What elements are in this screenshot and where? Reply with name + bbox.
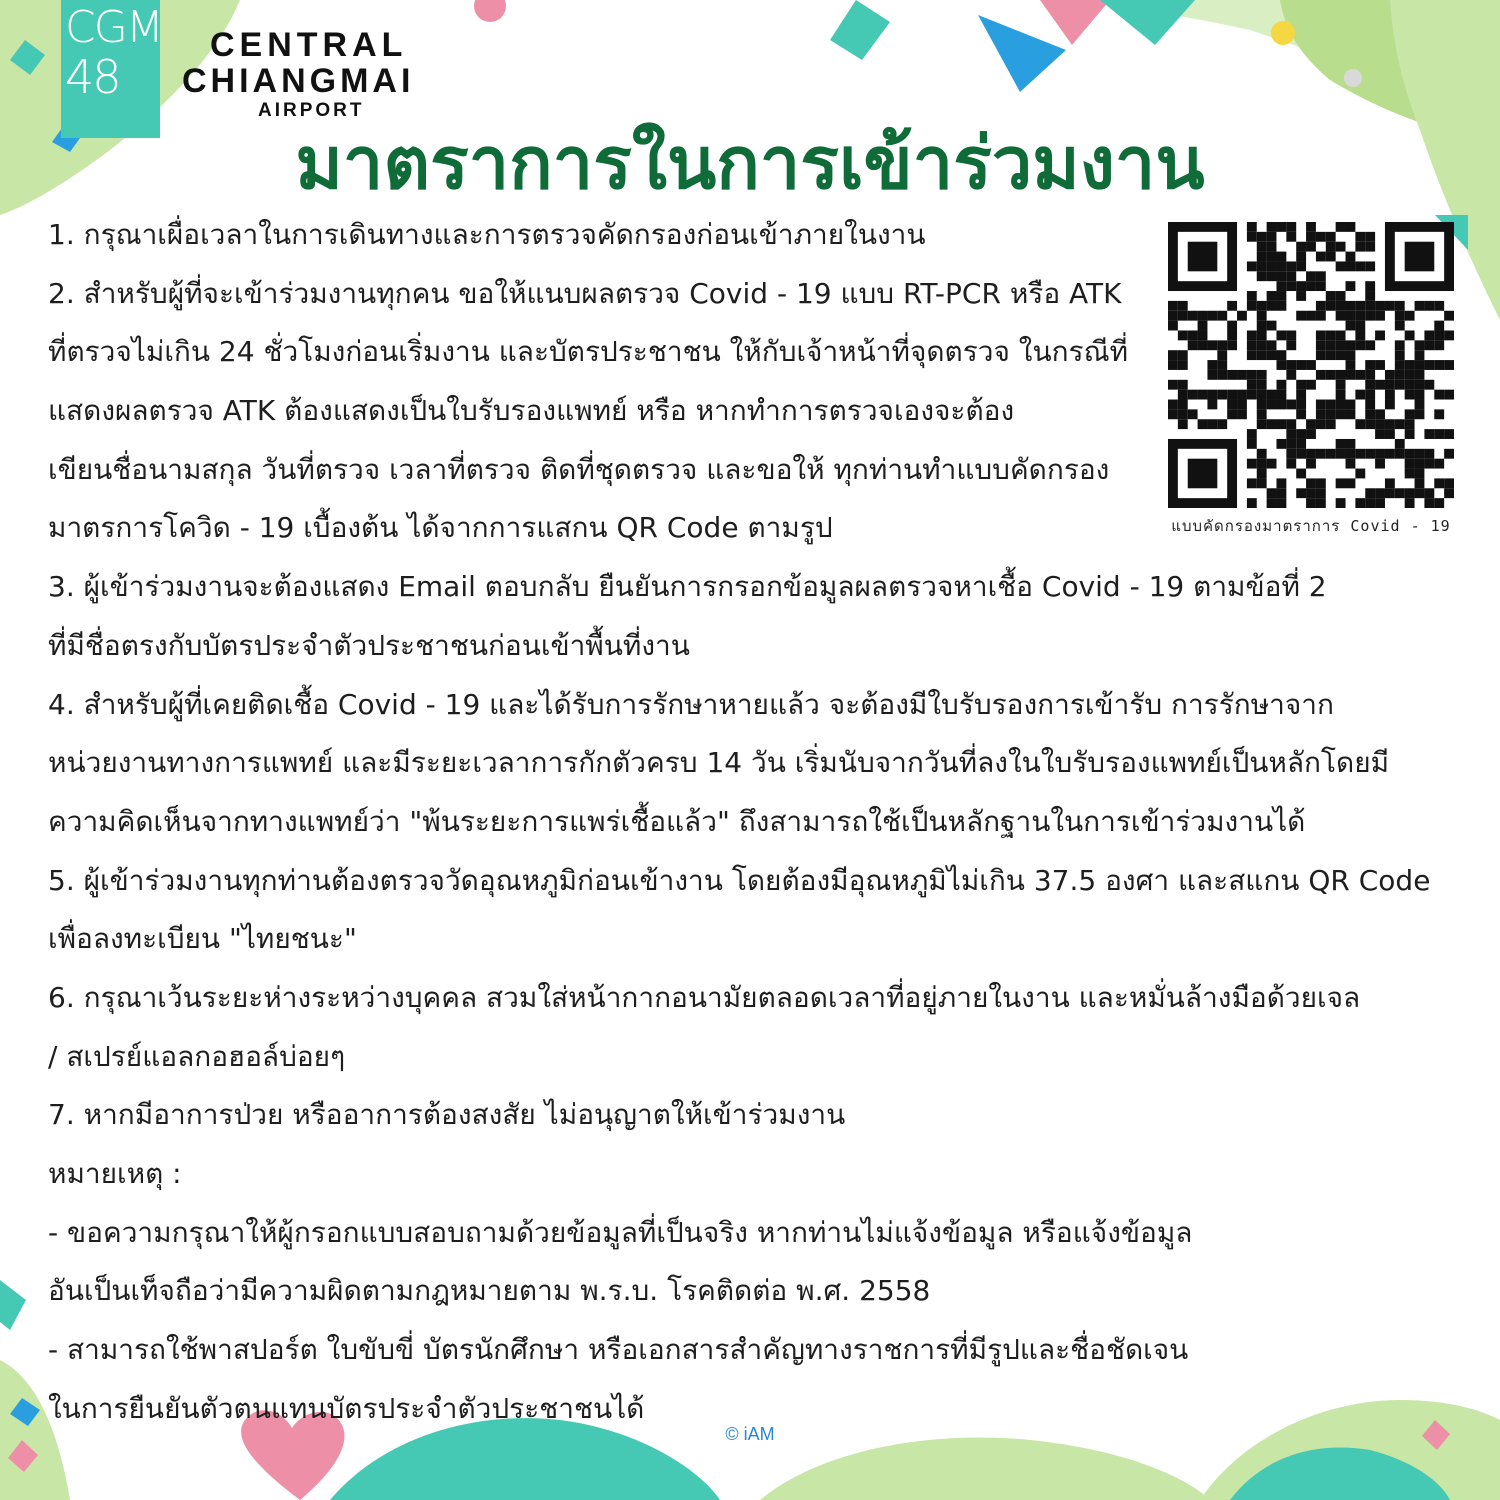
text-line: ในการยืนยันตัวตนแทนบัตรประจำตัวประชาชนได้ <box>48 1391 645 1425</box>
central-logo-line3: AIRPORT <box>258 100 365 121</box>
text-line: เพื่อลงทะเบียน "ไทยชนะ" <box>48 922 357 956</box>
text-line: 7. หากมีอาการป่วย หรืออาการต้องสงสัย ไม่อนุญาตให้เข้าร่วมงาน <box>48 1098 846 1132</box>
pink-dot-top <box>474 0 506 22</box>
pink-triangle-top <box>1040 0 1110 45</box>
cgm-logo-text-bottom: 48 <box>65 50 120 104</box>
text-line: ความคิดเห็นจากทางแพทย์ว่า "พ้นระยะการแพร่เชื้อแล้ว" ถึงสามารถใช้เป็นหลักฐานในการเข้าร่วมงานได้ <box>48 804 1306 838</box>
central-chiangmai-logo <box>182 26 452 126</box>
central-logo-line2: CHIANGMAI <box>182 62 415 100</box>
mint-triangle-top <box>1100 0 1195 45</box>
text-line: แสดงผลตรวจ ATK ต้องแสดงเป็นใบรับรองแพทย์ หรือ หากทำการตรวจเองจะต้อง <box>48 394 1015 428</box>
qr-code-block <box>1168 222 1454 542</box>
blue-triangle-top <box>978 15 1066 92</box>
text-line: 4. สำหรับผู้ที่เคยติดเชื้อ Covid - 19 และได้รับการรักษาหายแล้ว จะต้องมีใบรับรองการเข้ารับ การรักษาจาก <box>48 687 1334 721</box>
copyright: © iAM <box>725 1424 775 1444</box>
text-line: มาตรการโควิด - 19 เบื้องต้น ได้จากการแสกน QR Code ตามรูป <box>48 511 833 545</box>
text-line: ที่มีชื่อตรงกับบัตรประจำตัวประชาชนก่อนเข้าพื้นที่งาน <box>48 628 690 662</box>
yellow-character <box>1271 21 1295 45</box>
cgm48-logo <box>61 0 160 138</box>
qr-code[interactable] <box>1168 222 1454 508</box>
text-line: หน่วยงานทางการแพทย์ และมีระยะเวลาการกักตัวครบ 14 วัน เริ่มนับจากวันที่ลงในใบรับรองแพทย์เป็นหลักโดยมี <box>48 746 1390 780</box>
text-line: / สเปรย์แอลกอฮอล์บ่อยๆ <box>48 1039 346 1073</box>
text-line: 5. ผู้เข้าร่วมงานทุกท่านต้องตรวจวัดอุณหภูมิก่อนเข้างาน โดยต้องมีอุณหภูมิไม่เกิน 37.5 องศา และสแกน QR Code <box>48 863 1431 897</box>
gray-dot-top-right <box>1344 69 1362 87</box>
text-line: อันเป็นเท็จถือว่ามีความผิดตามกฎหมายตาม พ.ร.บ. โรคติดต่อ พ.ศ. 2558 <box>48 1274 931 1308</box>
text-line: 1. กรุณาเผื่อเวลาในการเดินทางและการตรวจคัดกรองก่อนเข้าภายในงาน <box>48 218 926 251</box>
text-line: 6. กรุณาเว้นระยะห่างระหว่างบุคคล สวมใส่หน้ากากอนามัยตลอดเวลาที่อยู่ภายในงาน และหมั่นล้างมือด้วยเจล <box>48 980 1361 1014</box>
notes-heading: หมายเหตุ : <box>48 1157 182 1190</box>
mint-diamond-top <box>830 0 890 60</box>
green-blob-bottom-center <box>760 1438 1210 1500</box>
page-title: มาตราการในการเข้าร่วมงาน <box>295 121 1205 205</box>
qr-caption: แบบคัดกรองมาตราการ Covid - 19 <box>1171 517 1451 535</box>
text-line: 2. สำหรับผู้ที่จะเข้าร่วมงานทุกคน ขอให้แนบผลตรวจ Covid - 19 แบบ RT-PCR หรือ ATK <box>48 276 1122 310</box>
qr-code-image <box>1168 222 1454 508</box>
text-line: - ขอความกรุณาให้ผู้กรอกแบบสอบถามด้วยข้อมูลที่เป็นจริง หากท่านไม่แจ้งข้อมูล หรือแจ้งข้อมูล <box>48 1215 1193 1249</box>
mint-diamond-bottom-left <box>0 1280 26 1330</box>
cgm-logo-text-top: CGM <box>65 2 162 53</box>
text-line: ที่ตรวจไม่เกิน 24 ชั่วโมงก่อนเริ่มงาน และบัตรประชาชน ให้กับเจ้าหน้าที่จุดตรวจ ในกรณีที่ <box>48 335 1129 369</box>
text-line: - สามารถใช้พาสปอร์ต ใบขับขี่ บัตรนักศึกษา หรือเอกสารสำคัญทางราชการที่มีรูปและชื่อชัดเจน <box>48 1333 1189 1367</box>
central-logo-line1: CENTRAL <box>210 26 408 64</box>
text-line: เขียนชื่อนามสกุล วันที่ตรวจ เวลาที่ตรวจ ติดที่ชุดตรวจ และขอให้ ทุกท่านทำแบบคัดกรอง <box>48 452 1110 486</box>
text-line: 3. ผู้เข้าร่วมงานจะต้องแสดง Email ตอบกลับ ยืนยันการกรอกข้อมูลผลตรวจหาเชื้อ Covid - 19 ตามข้อที่ 2 <box>48 570 1327 604</box>
